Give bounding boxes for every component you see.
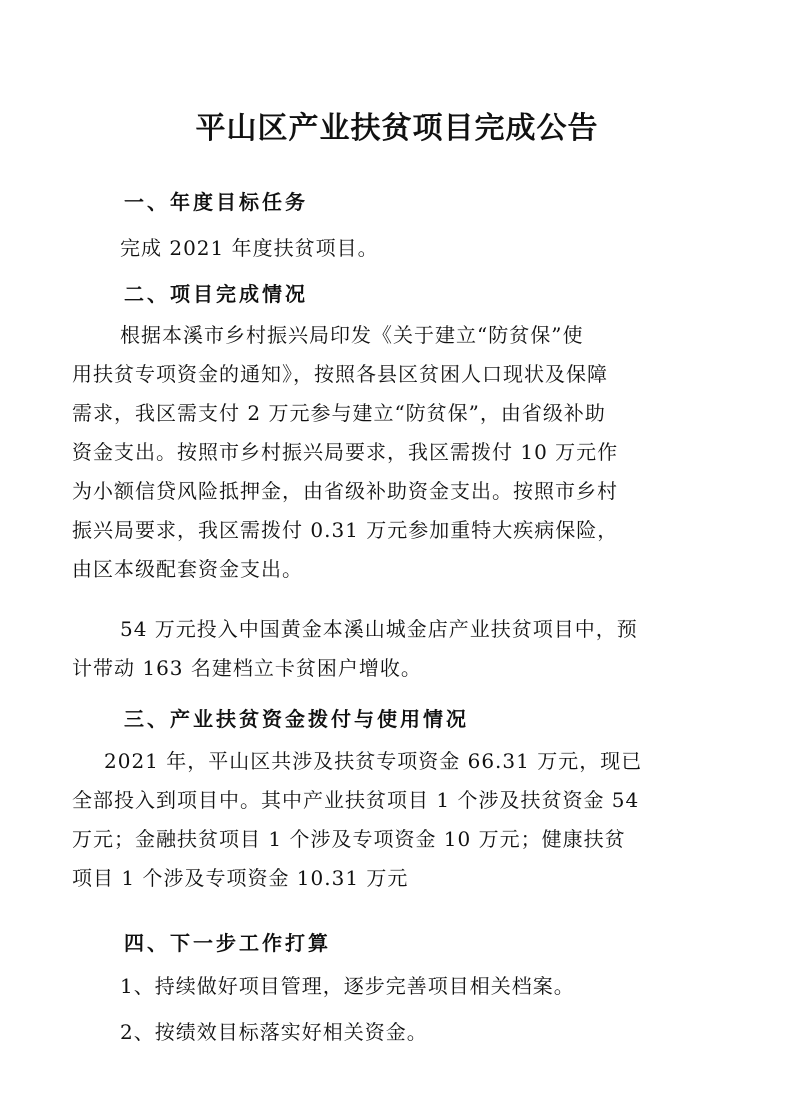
section-2-paragraph-1 <box>72 316 664 589</box>
section-4-item-1: 1、持续做好项目管理，逐步完善项目相关档案。 <box>120 974 575 998</box>
section-1-heading: 一、年度目标任务 <box>124 190 308 214</box>
section-2-heading: 二、项目完成情况 <box>124 282 308 306</box>
text-line: 2021 年，平山区共涉及扶贫专项资金 66.31 万元，现已 <box>104 749 643 773</box>
text-line: 项目 1 个涉及专项资金 10.31 万元 <box>72 866 409 890</box>
section-4-item-2: 2、按绩效目标落实好相关资金。 <box>120 1020 428 1044</box>
section-3-heading: 三、产业扶贫资金拨付与使用情况 <box>124 707 469 731</box>
section-3-paragraph <box>72 742 664 898</box>
page-title: 平山区产业扶贫项目完成公告 <box>195 111 599 146</box>
text-line: 资金支出。按照市乡村振兴局要求，我区需拨付 10 万元作 <box>72 440 619 464</box>
text-line: 需求，我区需支付 2 万元参与建立“防贫保”，由省级补助 <box>72 401 606 425</box>
text-line: 用扶贫专项资金的通知》，按照各县区贫困人口现状及保障 <box>72 362 608 386</box>
text-line: 54 万元投入中国黄金本溪山城金店产业扶贫项目中，预 <box>120 617 638 641</box>
text-line: 振兴局要求，我区需拨付 0.31 万元参加重特大疾病保险， <box>72 518 619 542</box>
text-line: 计带动 163 名建档立卡贫困户增收。 <box>72 656 422 680</box>
text-line: 由区本级配套资金支出。 <box>72 557 303 581</box>
section-4-heading: 四、下一步工作打算 <box>124 931 331 955</box>
text-line: 全部投入到项目中。其中产业扶贫项目 1 个涉及扶贫资金 54 <box>72 788 640 812</box>
section-1-text: 完成 2021 年度扶贫项目。 <box>120 236 379 260</box>
text-line: 根据本溪市乡村振兴局印发《关于建立“防贫保”使 <box>120 323 584 347</box>
section-2-paragraph-2 <box>72 610 664 688</box>
text-line: 为小额信贷风险抵押金，由省级补助资金支出。按照市乡村 <box>72 479 618 503</box>
text-line: 万元；金融扶贫项目 1 个涉及专项资金 10 万元；健康扶贫 <box>72 827 626 851</box>
